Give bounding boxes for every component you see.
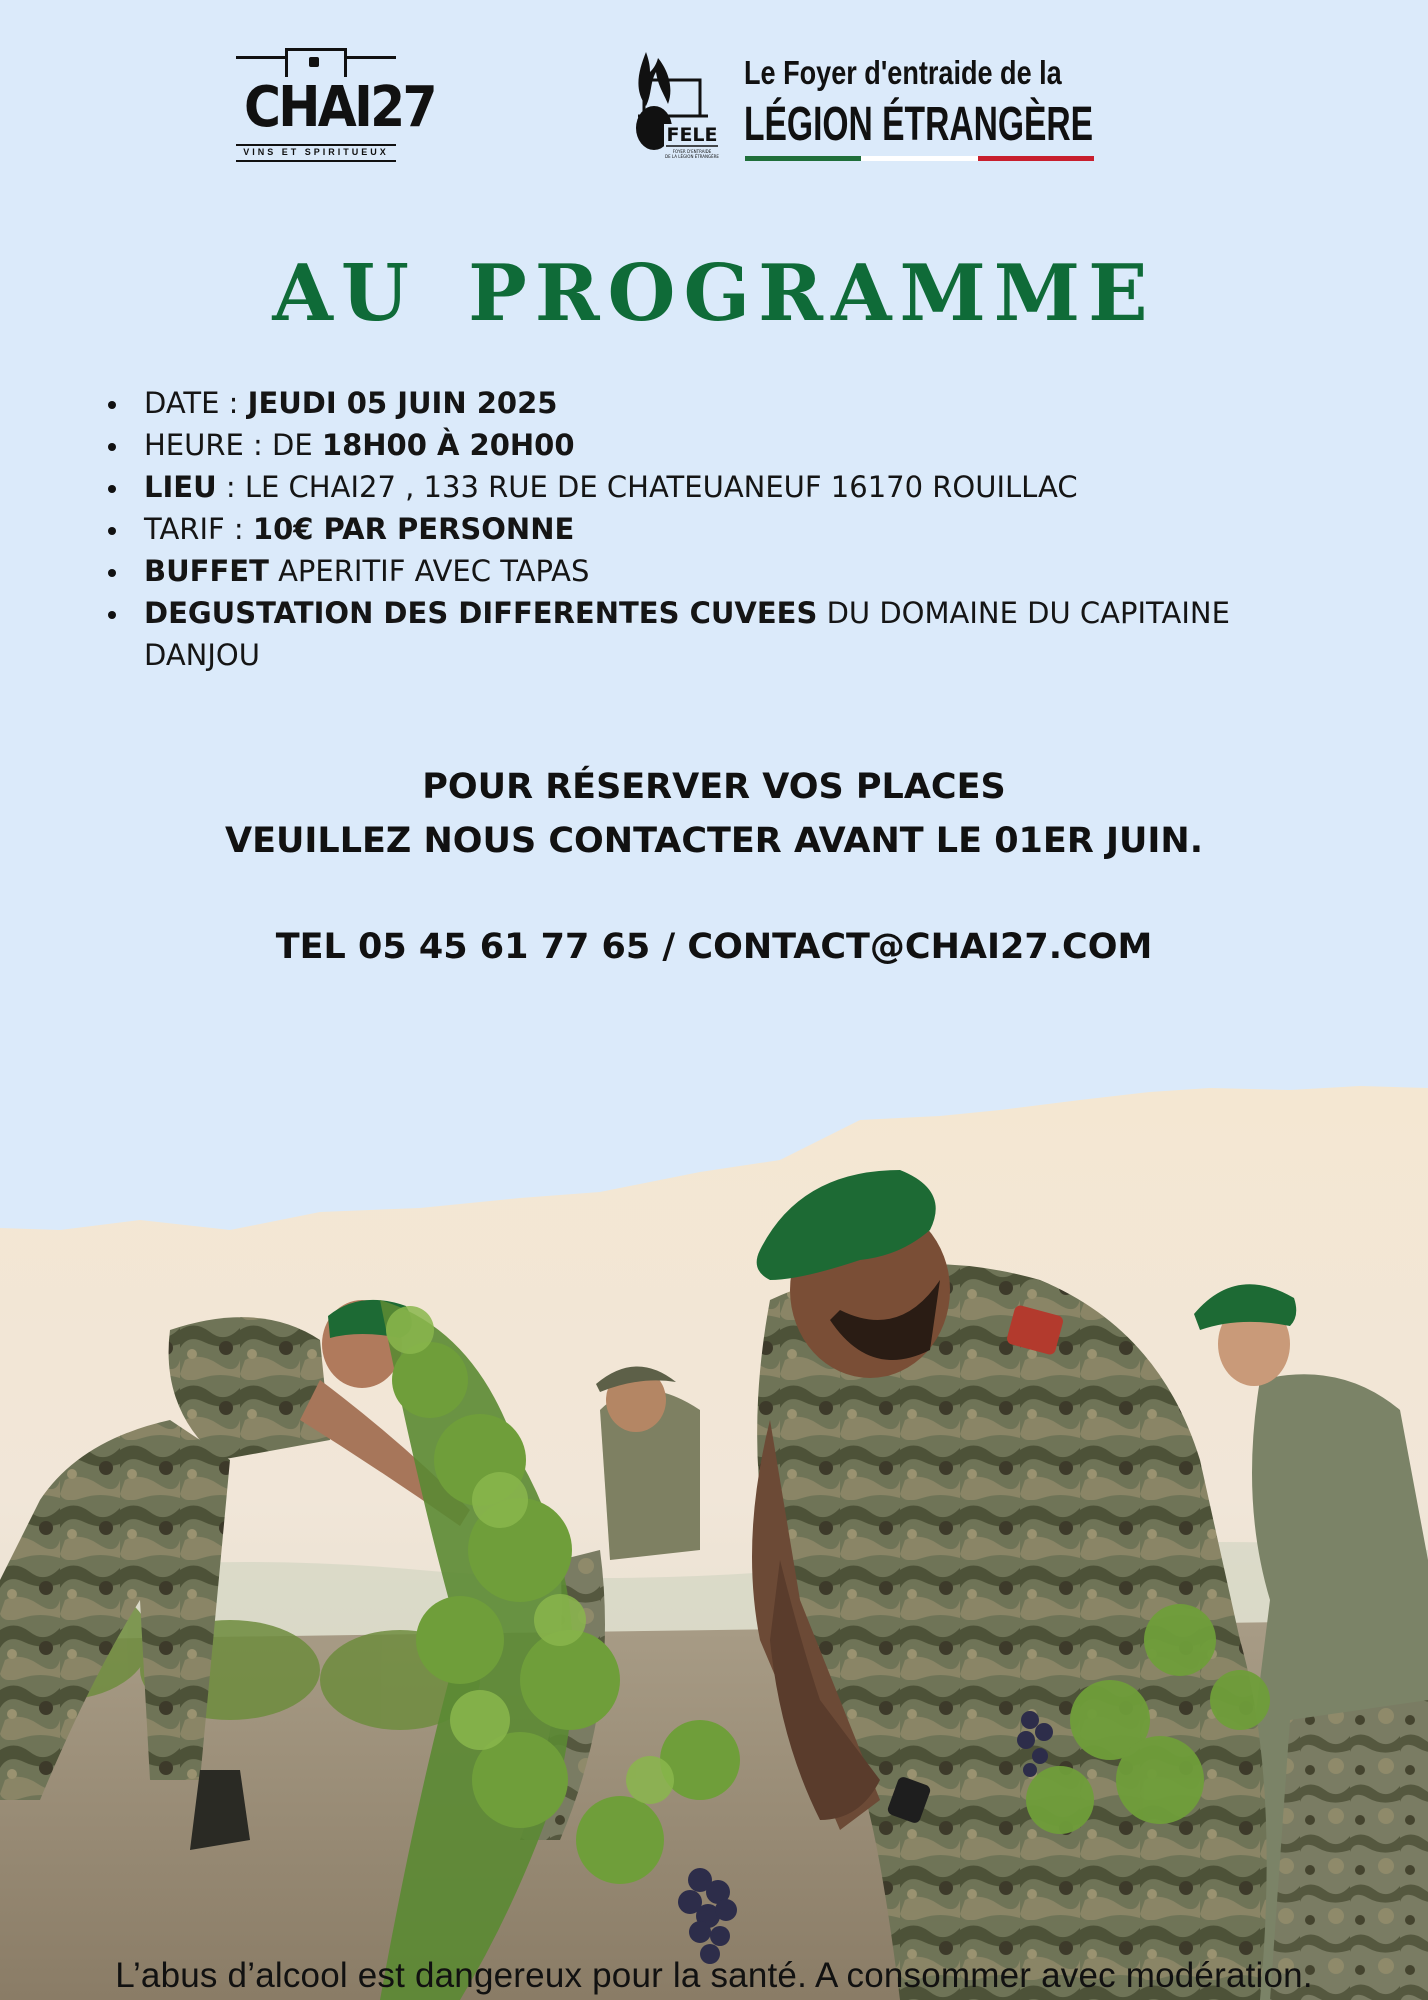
chai-building-icon	[285, 48, 347, 77]
tasting-label: DEGUSTATION DES DIFFERENTES CUVEES	[144, 596, 818, 630]
reservation-line2: VEUILLEZ NOUS CONTACTER AVANT LE 01ER JUIN.	[224, 821, 1204, 861]
logo-rule	[236, 160, 396, 162]
date-value: JEUDI 05 JUIN 2025	[247, 386, 558, 420]
list-item-buffet	[102, 550, 1352, 592]
reservation-line1: POUR RÉSERVER VOS PLACES	[422, 767, 1006, 807]
list-item-time	[102, 424, 1352, 466]
stripe-white	[861, 156, 977, 161]
price-value: 10€ PAR PERSONNE	[252, 512, 575, 546]
svg-text:FOYER D'ENTRAIDE: FOYER D'ENTRAIDE	[672, 149, 712, 154]
fele-line1: Le Foyer d'entraide de la	[744, 54, 1062, 91]
tasting-value: DU DOMAINE DU CAPITAINE DANJOU	[144, 596, 1230, 672]
grenade-emblem-icon	[628, 42, 724, 162]
list-item-tasting	[102, 592, 1352, 676]
chai27-logo	[236, 46, 435, 164]
stripe-red	[978, 156, 1094, 161]
date-label: DATE :	[144, 386, 248, 420]
fele-line2: LÉGION ÉTRANGÈRE	[744, 98, 1094, 151]
reservation-block	[0, 760, 1428, 868]
chai27-logo-name: CHAI27	[244, 75, 435, 140]
time-label: HEURE : DE	[144, 428, 322, 462]
health-disclaimer: L’abus d’alcool est dangereux pour la santé. A consommer avec modération.	[115, 1956, 1313, 1995]
list-item-price	[102, 508, 1352, 550]
event-details-list	[102, 382, 1352, 676]
location-value: : LE CHAI27 , 133 RUE DE CHATEUANEUF 16170 ROUILLAC	[216, 470, 1078, 504]
svg-text:DE LA LÉGION ÉTRANGÈRE: DE LA LÉGION ÉTRANGÈRE	[665, 154, 719, 159]
location-label: LIEU	[144, 470, 217, 504]
chai27-logo-tagline: VINS ET SPIRITUEUX	[243, 147, 389, 157]
buffet-value: APERITIF AVEC TAPAS	[268, 554, 590, 588]
list-item-date	[102, 382, 1352, 424]
fele-logo	[628, 42, 1098, 172]
vineyard-legionnaires-photo	[0, 1080, 1428, 2000]
list-item-location	[102, 466, 1352, 508]
tricolor-stripe	[745, 156, 1094, 161]
buffet-label: BUFFET	[144, 554, 269, 588]
logo-rule	[236, 144, 396, 146]
stripe-green	[745, 156, 861, 161]
time-value: 18H00 À 20H00	[321, 428, 575, 462]
fele-acronym: FELE	[666, 124, 718, 146]
page-title: AU PROGRAMME	[272, 248, 1156, 339]
contact-info: TEL 05 45 61 77 65 / CONTACT@CHAI27.COM	[275, 927, 1153, 967]
price-label: TARIF :	[144, 512, 253, 546]
